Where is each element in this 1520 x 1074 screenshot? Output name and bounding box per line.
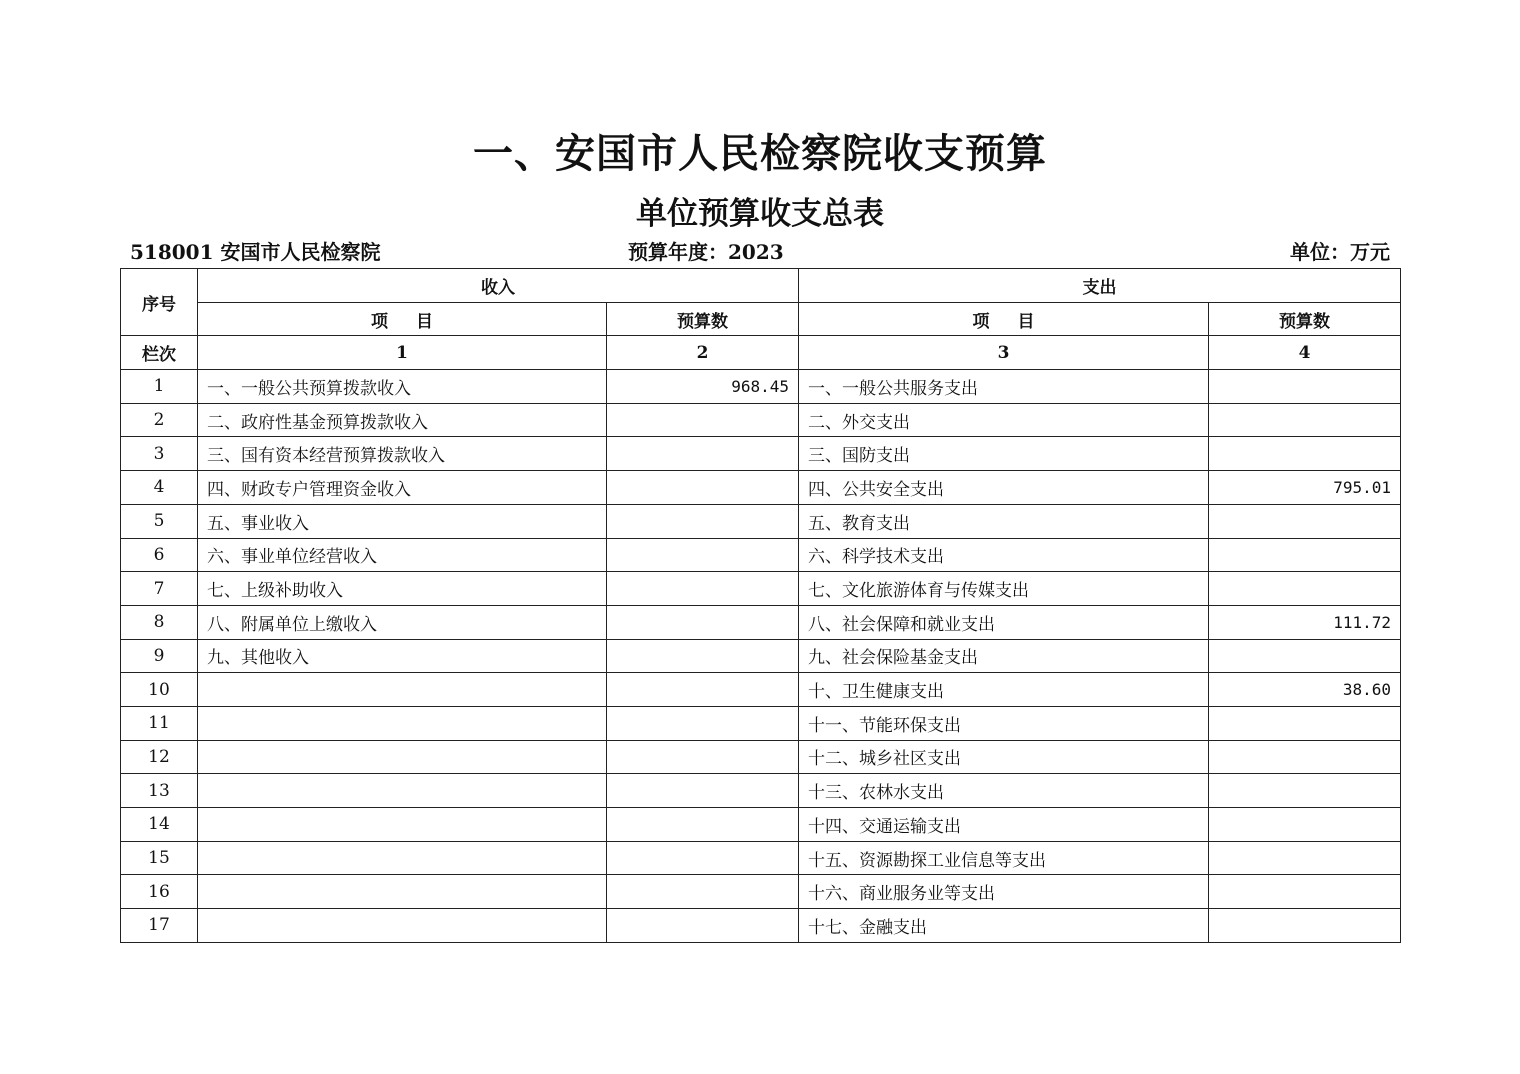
- expense-item: 六、科学技术支出: [799, 538, 1209, 572]
- expense-amount: [1209, 504, 1401, 538]
- expense-amount: [1209, 909, 1401, 943]
- expense-item: 九、社会保险基金支出: [799, 639, 1209, 673]
- expense-item: 十二、城乡社区支出: [799, 740, 1209, 774]
- row-seq: 16: [121, 875, 198, 909]
- row-seq: 1: [121, 370, 198, 404]
- table-row: [121, 639, 1401, 673]
- row-seq: 14: [121, 808, 198, 842]
- table-row: [121, 572, 1401, 606]
- income-item: [198, 909, 607, 943]
- income-amount: [607, 808, 799, 842]
- table-row: [121, 471, 1401, 505]
- income-item: [198, 673, 607, 707]
- row-seq: 17: [121, 909, 198, 943]
- table-row: [121, 808, 1401, 842]
- income-item: 八、附属单位上缴收入: [198, 605, 607, 639]
- income-item: [198, 875, 607, 909]
- header-item-char-b: 目: [416, 311, 433, 332]
- expense-amount: [1209, 639, 1401, 673]
- header-row-column-numbers: [121, 336, 1401, 370]
- expense-amount: [1209, 875, 1401, 909]
- table-row: [121, 370, 1401, 404]
- expense-item: 一、一般公共服务支出: [799, 370, 1209, 404]
- income-amount: [607, 774, 799, 808]
- row-seq: 2: [121, 403, 198, 437]
- header-income-item: [198, 302, 607, 336]
- expense-item: 十七、金融支出: [799, 909, 1209, 943]
- header-seq: 序号: [121, 269, 198, 336]
- expense-item: 四、公共安全支出: [799, 471, 1209, 505]
- table-row: [121, 909, 1401, 943]
- expense-item: 二、外交支出: [799, 403, 1209, 437]
- unit-code-name: 518001 安国市人民检察院: [130, 240, 381, 264]
- expense-amount: [1209, 808, 1401, 842]
- income-item: 三、国有资本经营预算拨款收入: [198, 437, 607, 471]
- header-col-4: 4: [1209, 336, 1401, 370]
- page-subtitle: 单位预算收支总表: [636, 196, 884, 232]
- currency-unit: 单位：万元: [1290, 240, 1390, 264]
- header-col-label: 栏次: [121, 336, 198, 370]
- expense-item: 十六、商业服务业等支出: [799, 875, 1209, 909]
- table-row: [121, 403, 1401, 437]
- table-row: [121, 706, 1401, 740]
- income-amount: [607, 875, 799, 909]
- income-amount: [607, 504, 799, 538]
- expense-amount: [1209, 572, 1401, 606]
- income-amount: [607, 841, 799, 875]
- income-item: 九、其他收入: [198, 639, 607, 673]
- row-seq: 3: [121, 437, 198, 471]
- income-item: [198, 774, 607, 808]
- header-row-columns: [121, 302, 1401, 336]
- expense-amount: [1209, 437, 1401, 471]
- table-row: [121, 673, 1401, 707]
- row-seq: 7: [121, 572, 198, 606]
- row-seq: 9: [121, 639, 198, 673]
- header-col-3: 3: [799, 336, 1209, 370]
- income-amount: 968.45: [607, 370, 799, 404]
- table-row: [121, 774, 1401, 808]
- row-seq: 4: [121, 471, 198, 505]
- table-row: [121, 740, 1401, 774]
- income-amount: [607, 740, 799, 774]
- income-item: 四、财政专户管理资金收入: [198, 471, 607, 505]
- row-seq: 8: [121, 605, 198, 639]
- header-expense-amount: 预算数: [1209, 302, 1401, 336]
- header-item-char-b: 目: [1017, 311, 1035, 332]
- expense-item: 八、社会保障和就业支出: [799, 605, 1209, 639]
- row-seq: 10: [121, 673, 198, 707]
- income-amount: [607, 572, 799, 606]
- page-title: 一、安国市人民检察院收支预算: [473, 130, 1047, 177]
- row-seq: 15: [121, 841, 198, 875]
- row-seq: 12: [121, 740, 198, 774]
- expense-amount: 111.72: [1209, 605, 1401, 639]
- header-income: 收入: [198, 269, 799, 303]
- header-col-1: 1: [198, 336, 607, 370]
- income-amount: [607, 538, 799, 572]
- income-item: [198, 706, 607, 740]
- header-item-char-a: 项: [371, 311, 388, 332]
- table-row: [121, 875, 1401, 909]
- expense-amount: [1209, 841, 1401, 875]
- expense-item: 十四、交通运输支出: [799, 808, 1209, 842]
- budget-summary-table: [120, 268, 1401, 943]
- table-row: [121, 841, 1401, 875]
- budget-rows: [121, 370, 1401, 943]
- budget-year: 预算年度：2023: [628, 240, 784, 264]
- income-item: [198, 841, 607, 875]
- income-amount: [607, 639, 799, 673]
- income-amount: [607, 471, 799, 505]
- income-item: [198, 740, 607, 774]
- expense-amount: 38.60: [1209, 673, 1401, 707]
- income-item: 六、事业单位经营收入: [198, 538, 607, 572]
- expense-item: 三、国防支出: [799, 437, 1209, 471]
- income-amount: [607, 909, 799, 943]
- income-amount: [607, 706, 799, 740]
- income-amount: [607, 403, 799, 437]
- header-income-amount: 预算数: [607, 302, 799, 336]
- income-item: 五、事业收入: [198, 504, 607, 538]
- table-row: [121, 504, 1401, 538]
- row-seq: 13: [121, 774, 198, 808]
- header-expense: 支出: [799, 269, 1401, 303]
- header-expense-item: [799, 302, 1209, 336]
- row-seq: 6: [121, 538, 198, 572]
- expense-amount: [1209, 774, 1401, 808]
- table-row: [121, 538, 1401, 572]
- expense-item: 十、卫生健康支出: [799, 673, 1209, 707]
- expense-item: 十五、资源勘探工业信息等支出: [799, 841, 1209, 875]
- header-item-char-a: 项: [972, 311, 990, 332]
- table-row: [121, 605, 1401, 639]
- row-seq: 11: [121, 706, 198, 740]
- expense-item: 七、文化旅游体育与传媒支出: [799, 572, 1209, 606]
- header-col-2: 2: [607, 336, 799, 370]
- expense-item: 十一、节能环保支出: [799, 706, 1209, 740]
- expense-amount: [1209, 403, 1401, 437]
- expense-amount: 795.01: [1209, 471, 1401, 505]
- income-amount: [607, 673, 799, 707]
- expense-amount: [1209, 538, 1401, 572]
- table-row: [121, 437, 1401, 471]
- expense-amount: [1209, 370, 1401, 404]
- expense-item: 十三、农林水支出: [799, 774, 1209, 808]
- income-amount: [607, 605, 799, 639]
- expense-amount: [1209, 706, 1401, 740]
- row-seq: 5: [121, 504, 198, 538]
- income-item: 七、上级补助收入: [198, 572, 607, 606]
- income-item: 一、一般公共预算拨款收入: [198, 370, 607, 404]
- income-amount: [607, 437, 799, 471]
- income-item: 二、政府性基金预算拨款收入: [198, 403, 607, 437]
- expense-amount: [1209, 740, 1401, 774]
- header-row-groups: [121, 269, 1401, 303]
- income-item: [198, 808, 607, 842]
- expense-item: 五、教育支出: [799, 504, 1209, 538]
